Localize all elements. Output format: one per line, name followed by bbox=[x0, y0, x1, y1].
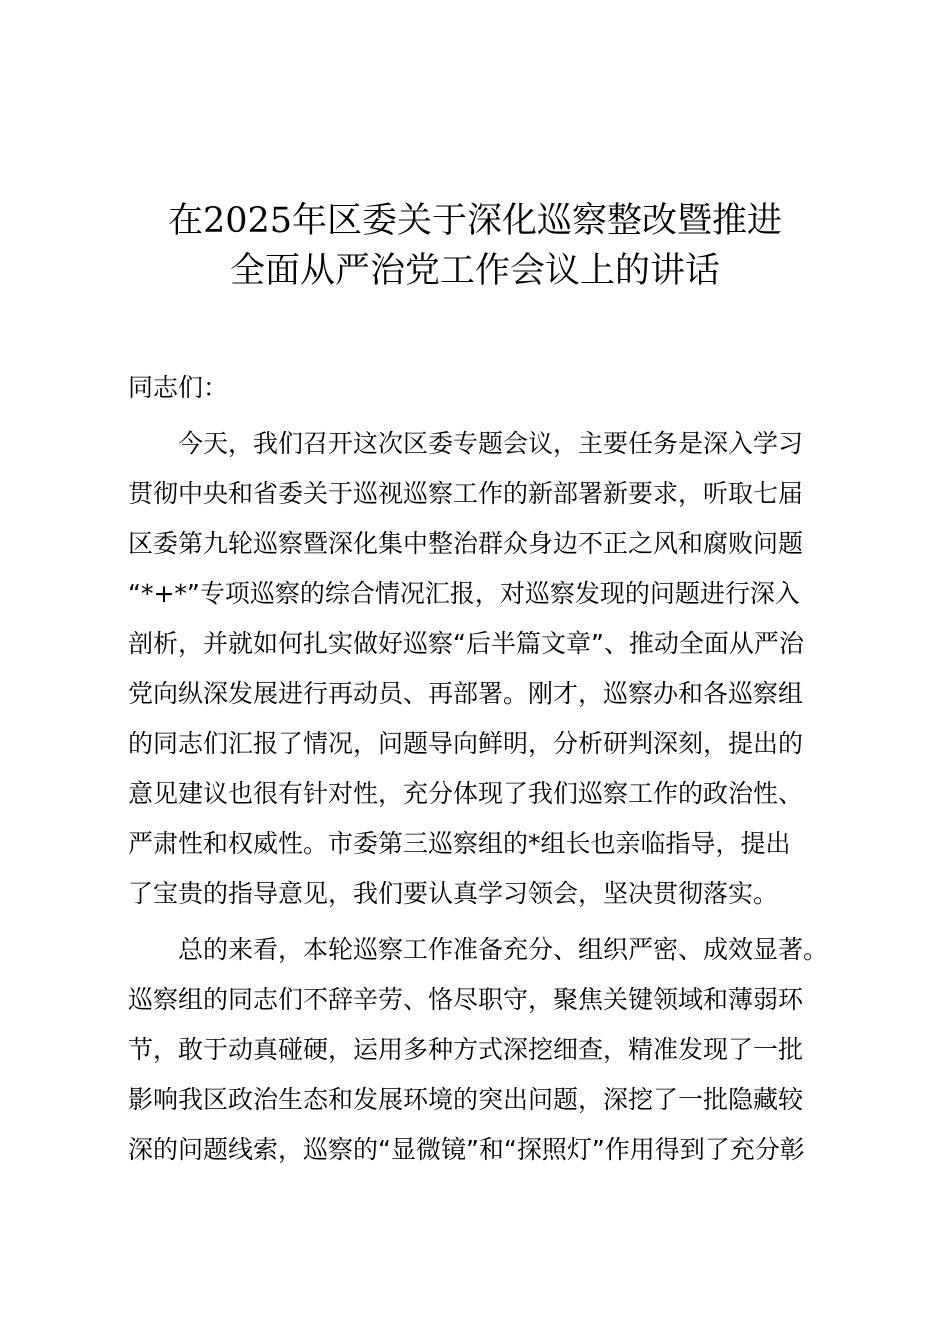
text-line: 严肃性和权威性。市委第三巡察组的*组长也亲临指导，提出 bbox=[128, 829, 791, 858]
salutation: 同志们： bbox=[128, 373, 229, 402]
document-title-line-1: 在2025年区委关于深化巡察整改暨推进 bbox=[167, 201, 783, 241]
document-title-line-2: 全面从严治党工作会议上的讲话 bbox=[229, 251, 720, 291]
text-line: 了宝贵的指导意见，我们要认真学习领会，坚决贯彻落实。 bbox=[128, 879, 779, 908]
text-line: 贯彻中央和省委关于巡视巡察工作的新部署新要求，听取七届 bbox=[128, 479, 804, 508]
text-line: 剖析，并就如何扎实做好巡察“后半篇文章”、推动全面从严治 bbox=[128, 629, 804, 658]
text-line: 今天，我们召开这次区委专题会议，主要任务是深入学习 bbox=[178, 429, 804, 458]
text-line: 意见建议也很有针对性，充分体现了我们巡察工作的政治性、 bbox=[128, 779, 804, 808]
text-line: 党向纵深发展进行再动员、再部署。刚才，巡察办和各巡察组 bbox=[128, 679, 804, 708]
text-line: 的同志们汇报了情况，问题导向鲜明，分析研判深刻，提出的 bbox=[128, 729, 804, 758]
text-line: 总的来看，本轮巡察工作准备充分、组织严密、成效显著。 bbox=[178, 935, 829, 964]
text-line: 深的问题线索，巡察的“显微镜”和“探照灯”作用得到了充分彰 bbox=[128, 1135, 805, 1164]
text-line: “*+*”专项巡察的综合情况汇报，对巡察发现的问题进行深入 bbox=[128, 579, 800, 608]
text-line: 影响我区政治生态和发展环境的突出问题，深挖了一批隐藏较 bbox=[128, 1085, 804, 1114]
text-line: 节，敢于动真碰硬，运用多种方式深挖细查，精准发现了一批 bbox=[128, 1035, 804, 1064]
text-line: 区委第九轮巡察暨深化集中整治群众身边不正之风和腐败问题 bbox=[128, 529, 804, 558]
text-line: 巡察组的同志们不辞辛劳、恪尽职守，聚焦关键领域和薄弱环 bbox=[128, 985, 804, 1014]
